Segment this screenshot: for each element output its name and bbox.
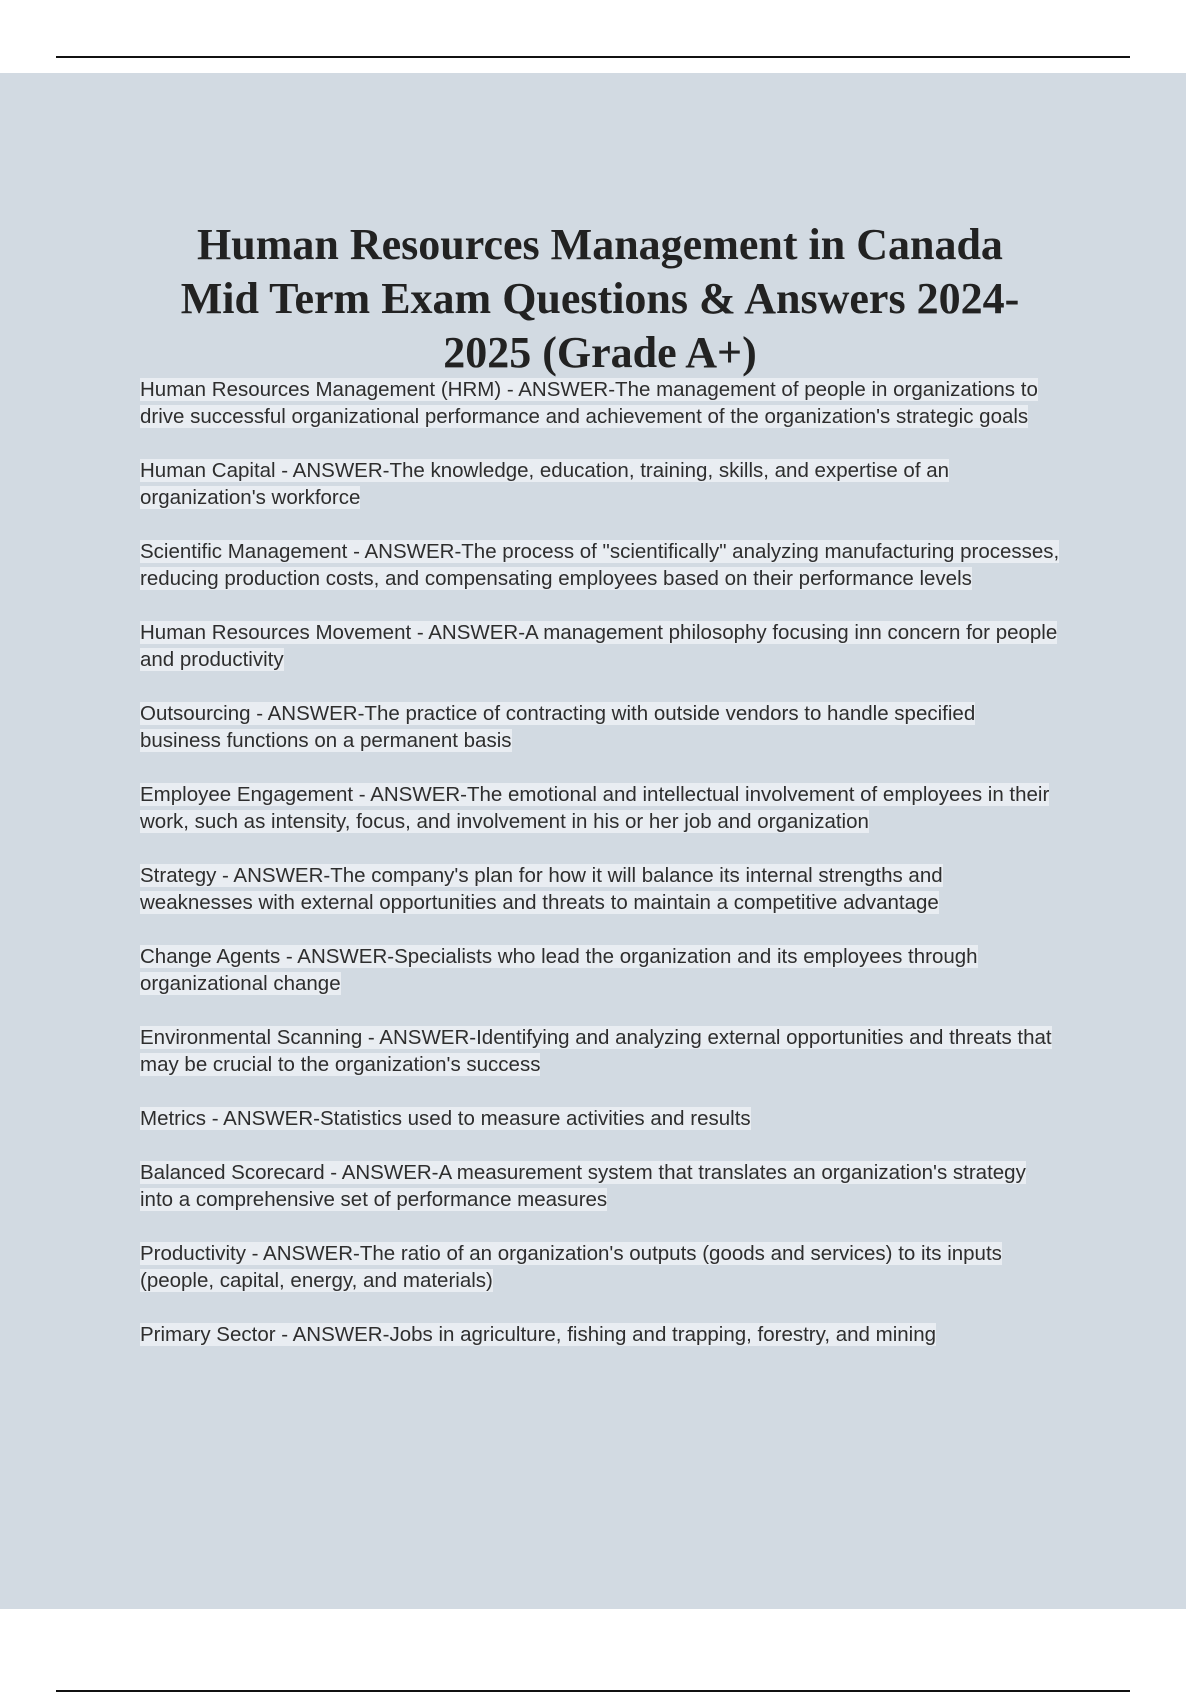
qa-entry-balanced-scorecard (140, 1159, 1060, 1213)
qa-entry-text: Balanced Scorecard - ANSWER-A measurement system that translates an organization's strategy into a comprehensive set of performance measures (140, 1161, 1026, 1211)
qa-entry-scientific-management (140, 538, 1060, 592)
title-line-1: Human Resources Management in Canada (197, 220, 1003, 269)
qa-entry-text: Change Agents - ANSWER-Specialists who lead the organization and its employees through organizational change (140, 945, 978, 995)
qa-entry-text: Scientific Management - ANSWER-The process of "scientifically" analyzing manufacturing processes, reducing production costs, and compensating employees based on their performance levels (140, 540, 1060, 590)
title-line-3: 2025 (Grade A+) (443, 328, 757, 377)
qa-entry-text: Human Resources Management (HRM) - ANSWER-The management of people in organizations to drive successful organizational performance and achievement of the organization's strategic goals (140, 378, 1038, 428)
qa-entry-text: Human Resources Movement - ANSWER-A management philosophy focusing inn concern for people and productivity (140, 621, 1058, 671)
qa-entry-change-agents (140, 943, 1060, 997)
qa-entry-hrm (140, 376, 1060, 430)
bottom-rule (56, 1690, 1130, 1692)
qa-list (140, 376, 1060, 1375)
qa-entry-text: Primary Sector - ANSWER-Jobs in agriculture, fishing and trapping, forestry, and mining (140, 1323, 937, 1346)
qa-entry-text: Metrics - ANSWER-Statistics used to measure activities and results (140, 1107, 751, 1130)
qa-entry-text: Human Capital - ANSWER-The knowledge, education, training, skills, and expertise of an organization's workforce (140, 459, 950, 509)
qa-entry-productivity (140, 1240, 1060, 1294)
qa-entry-text: Strategy - ANSWER-The company's plan for how it will balance its internal strengths and weaknesses with external opportunities and threats to maintain a competitive advantage (140, 864, 943, 914)
qa-entry-text: Employee Engagement - ANSWER-The emotional and intellectual involvement of employees in their work, such as intensity, focus, and involvement in his or her job and organization (140, 783, 1050, 833)
qa-entry-employee-engagement (140, 781, 1060, 835)
document-title (0, 218, 1200, 380)
qa-entry-metrics (140, 1105, 1060, 1132)
qa-entry-environmental-scanning (140, 1024, 1060, 1078)
top-rule (56, 56, 1130, 58)
qa-entry-outsourcing (140, 700, 1060, 754)
qa-entry-human-capital (140, 457, 1060, 511)
qa-entry-primary-sector (140, 1321, 1060, 1348)
qa-entry-text: Outsourcing - ANSWER-The practice of contracting with outside vendors to handle specified business functions on a permanent basis (140, 702, 976, 752)
qa-entry-strategy (140, 862, 1060, 916)
qa-entry-text: Environmental Scanning - ANSWER-Identifying and analyzing external opportunities and threats that may be crucial to the organization's success (140, 1026, 1052, 1076)
qa-entry-text: Productivity - ANSWER-The ratio of an organization's outputs (goods and services) to its inputs (people, capital, energy, and materials) (140, 1242, 1002, 1292)
title-line-2: Mid Term Exam Questions & Answers 2024- (180, 274, 1020, 323)
qa-entry-hr-movement (140, 619, 1060, 673)
